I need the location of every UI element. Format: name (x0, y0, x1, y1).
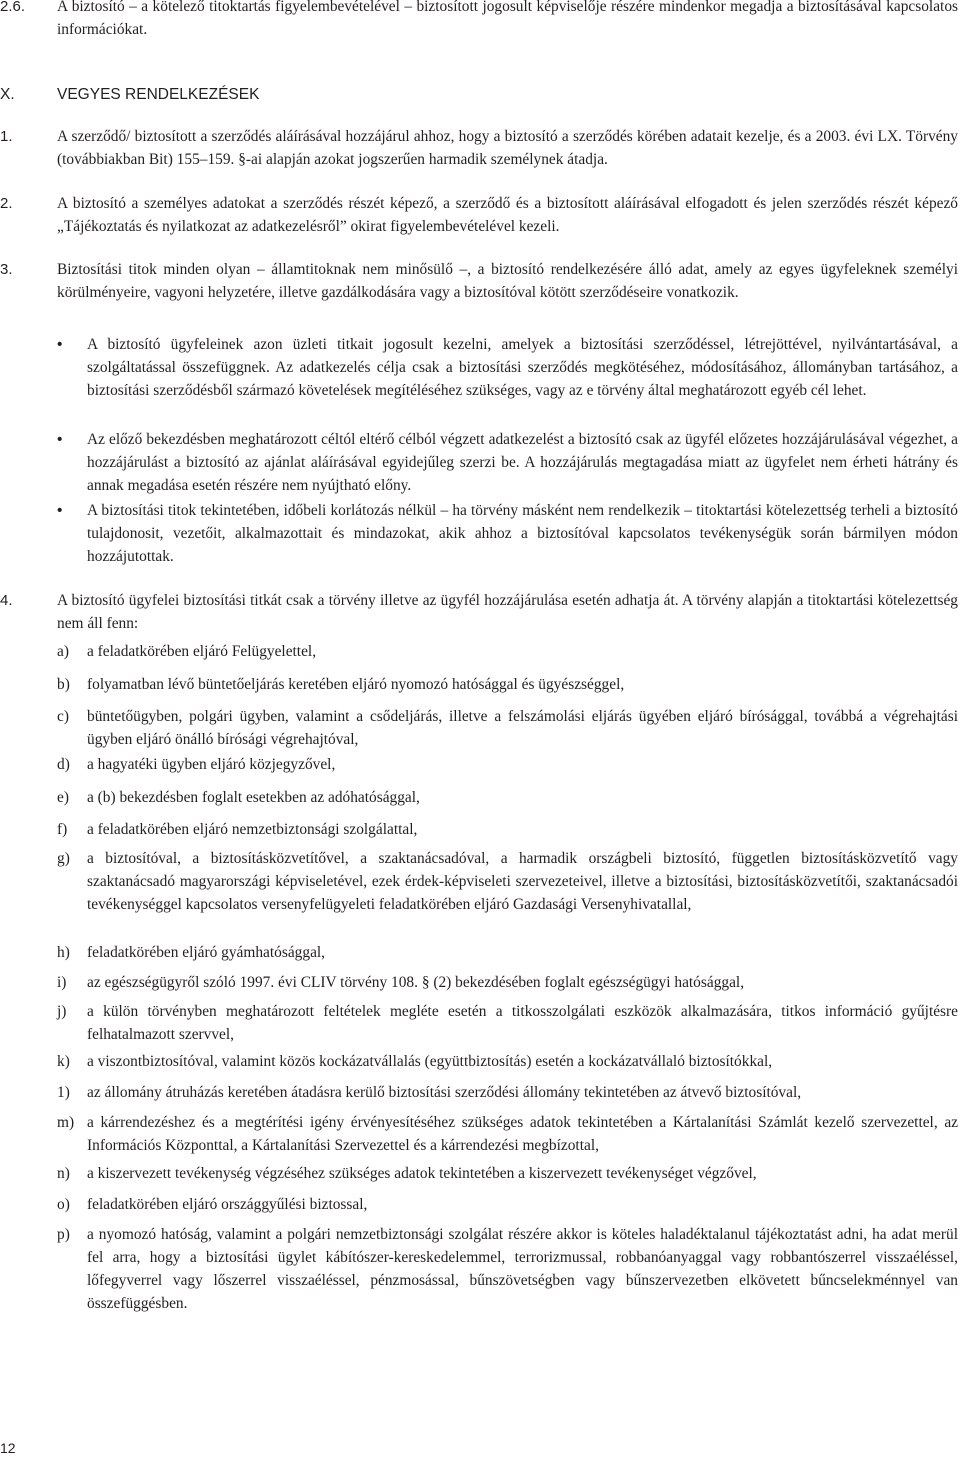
paragraph-text: A biztosító ügyfelei biztosítási titkát csak a törvény illetve az ügyfél hozzájárulása esetén adhatja át. A törvény alapján a titoktartási kötelezettség nem áll fenn: (57, 592, 958, 632)
list-label: b) (57, 676, 70, 693)
list-text: a (b) bekezdésben foglalt esetekben az adóhatósággal, (87, 789, 420, 806)
list-text: a kárrendezéshez és a megtérítési igény érvényesítéséhez szükséges adatok tekintetében a Kártalanítási Számlát kezelő szervezettel, az Információs Központtal, a Kártalanítási Szervezettel és a kárrendezési megbízottal, (87, 1114, 958, 1154)
list-text: feladatkörében eljáró gyámhatósággal, (87, 944, 326, 961)
list-text: a kiszervezett tevékenység végzéséhez szükséges adatok tekintetében a kiszervezett tevékenységet végzővel, (87, 1165, 757, 1182)
paragraph-2-6 (0, 0, 958, 41)
list-text: a viszontbiztosítóval, valamint közös kockázatvállalás (együttbiztosítás) esetén a kockázatvállaló biztosítókkal, (87, 1053, 773, 1070)
list-text: a külön törvényben meghatározott feltételek megléte esetén a titkosszolgálati eszközök alkalmazására, titkos információ gyűjtésre felhatalmazott szervvel, (87, 1003, 958, 1043)
paragraph-number: 2.6. (0, 0, 26, 15)
list-item-g (0, 847, 958, 916)
paragraph-text: A szerződő/ biztosított a szerződés aláírásával hozzájárul ahhoz, hogy a biztosító a szerződés körében adatait kezelje, és a 2003. évi LX. Törvény (továbbiakban Bit) 155–159. §-ai alapján azokat jogszerűen harmadik személynek átadja. (57, 128, 958, 168)
list-item-o (0, 1193, 958, 1216)
paragraph-number: 1. (0, 128, 13, 145)
list-label: a) (57, 643, 69, 660)
paragraph-number: 3. (0, 261, 13, 278)
list-item-a (0, 640, 958, 663)
list-label: i) (57, 974, 67, 991)
paragraph-2 (0, 192, 958, 238)
list-text: a hagyatéki ügyben eljáró közjegyzővel, (87, 756, 336, 773)
list-item-e (0, 786, 958, 809)
bullet-item (0, 428, 958, 497)
section-heading (0, 83, 260, 106)
list-label: n) (57, 1165, 70, 1182)
list-label: g) (57, 850, 70, 867)
page-number: 12 (0, 1440, 16, 1456)
list-label: k) (57, 1053, 70, 1070)
section-title: VEGYES RENDELKEZÉSEK (57, 86, 260, 103)
bullet-text: A biztosító ügyfeleinek azon üzleti titkait jogosult kezelni, amelyek a biztosítási szerződéssel, létrejöttével, nyilvántartásával, a szolgáltatással összefüggnek. Az adatkezelés célja csak a biztosítási szerződés megkötéséhez, módosításához, állományban tartásához, a biztosítási szerződésből származó követelések megítéléséhez szükséges, vagy az e törvény által meghatározott egyéb cél lehet. (87, 336, 958, 399)
paragraph-text: A biztosító a személyes adatokat a szerződés részét képező, a szerződő és a biztosított aláírásával elfogadott és jelen szerződés részét képező „Tájékoztatás és nyilatkozat az adatkezelésről” okirat figyelembevételével kezeli. (57, 195, 958, 235)
list-label: f) (57, 821, 68, 838)
list-text: a nyomozó hatóság, valamint a polgári nemzetbiztonsági szolgálat részére akkor is köteles haladéktalanul tájékoztatást adni, ha adat merül fel arra, hogy a biztosítási ügylet kábítószer-kereskedelemmel, terrorizmussal, robbanóanyaggal vagy robbantószerrel visszaéléssel, lőfegyverrel vagy lőszerrel visszaéléssel, pénzmosással, bűnszövetségben vagy bűnszervezetben elkövetett bűncselekménnyel van összefüggésben. (87, 1226, 958, 1312)
paragraph-3 (0, 258, 958, 304)
bullet-symbol: • (57, 336, 63, 353)
list-item-l (0, 1081, 958, 1104)
list-text: folyamatban lévő büntetőeljárás keretében eljáró nyomozó hatósággal és ügyészséggel, (87, 676, 625, 693)
paragraph-text: A biztosító – a kötelező titoktartás figyelembevételével – biztosított jogosult képviselője részére mindenkor megadja a biztosításával kapcsolatos információkat. (57, 0, 958, 38)
list-label: e) (57, 789, 69, 806)
list-text: a biztosítóval, a biztosításközvetítővel, a szaktanácsadóval, a harmadik országbeli biztosító, független biztosításközvetítő vagy szaktanácsadó magyarországi képviseletével, ezek érdek-képviseleti szervezeteivel, illetve a biztosítási, biztosításközvetítői, szaktanácsadói tevékenységgel kapcsolatos versenyfelügyeleti feladatkörében eljáró Gazdasági Versenyhivatallal, (87, 850, 958, 913)
list-item-m (0, 1111, 958, 1157)
list-label: p) (57, 1226, 70, 1243)
list-label: j) (57, 1003, 67, 1020)
list-label: d) (57, 756, 70, 773)
paragraph-4 (0, 589, 958, 635)
list-text: büntetőügyben, polgári ügyben, valamint a csődeljárás, illetve a felszámolási eljárás ügyében eljáró bírósággal, továbbá a végrehajtási ügyben eljáró önálló bírósági végrehajtóval, (87, 708, 958, 748)
paragraph-number: 4. (0, 592, 13, 609)
paragraph-text: Biztosítási titok minden olyan – államtitoknak nem minősülő –, a biztosító rendelkezésére álló adat, amely az egyes ügyfeleknek személyi körülményeire, vagyoni helyzetére, illetve gazdálkodására vagy a biztosítóval kötött szerződéseire vonatkozik. (57, 261, 958, 301)
list-item-j (0, 1000, 958, 1046)
list-item-c (0, 705, 958, 751)
list-text: a feladatkörében eljáró nemzetbiztonsági szolgálattal, (87, 821, 418, 838)
list-label: m) (57, 1114, 75, 1131)
paragraph-number: 2. (0, 195, 13, 212)
list-label: h) (57, 944, 70, 961)
list-text: az állomány átruházás keretében átadásra kerülő biztosítási szerződési állomány tekintetében az átvevő biztosítóval, (87, 1084, 802, 1101)
bullet-item (0, 333, 958, 402)
list-text: feladatkörében eljáró országgyűlési biztossal, (87, 1196, 368, 1213)
list-item-n (0, 1162, 958, 1185)
list-item-p (0, 1223, 958, 1315)
list-text: az egészségügyről szóló 1997. évi CLIV törvény 108. § (2) bekezdésében foglalt egészségügyi hatósággal, (87, 974, 745, 991)
paragraph-1 (0, 125, 958, 171)
section-number: X. (0, 86, 15, 103)
bullet-symbol: • (57, 502, 63, 519)
list-item-i (0, 971, 958, 994)
bullet-symbol: • (57, 431, 63, 448)
bullet-text: A biztosítási titok tekintetében, időbeli korlátozás nélkül – ha törvény másként nem rendelkezik – titoktartási kötelezettség terheli a biztosító tulajdonosit, vezetőit, alkalmazottait és mindazokat, akik ahhoz a biztosítóval kapcsolatos tevékenységük során bármilyen módon hozzájutottak. (87, 502, 958, 565)
list-item-h (0, 941, 958, 964)
bullet-item (0, 499, 958, 568)
list-item-d (0, 753, 958, 776)
list-label: c) (57, 708, 69, 725)
bullet-text: Az előző bekezdésben meghatározott céltól eltérő célból végzett adatkezelést a biztosító csak az ügyfél előzetes hozzájárulásával végezhet, a hozzájárulást a biztosító az ajánlat aláírásával egyidejűleg szerzi be. A hozzájárulás megtagadása miatt az ügyfelet nem érheti hátrány és annak megadása esetén részére nem nyújtható előny. (87, 431, 958, 494)
list-item-b (0, 673, 958, 696)
list-label: 1) (57, 1084, 70, 1101)
list-item-f (0, 818, 958, 841)
list-text: a feladatkörében eljáró Felügyelettel, (87, 643, 317, 660)
list-item-k (0, 1050, 958, 1073)
list-label: o) (57, 1196, 70, 1213)
